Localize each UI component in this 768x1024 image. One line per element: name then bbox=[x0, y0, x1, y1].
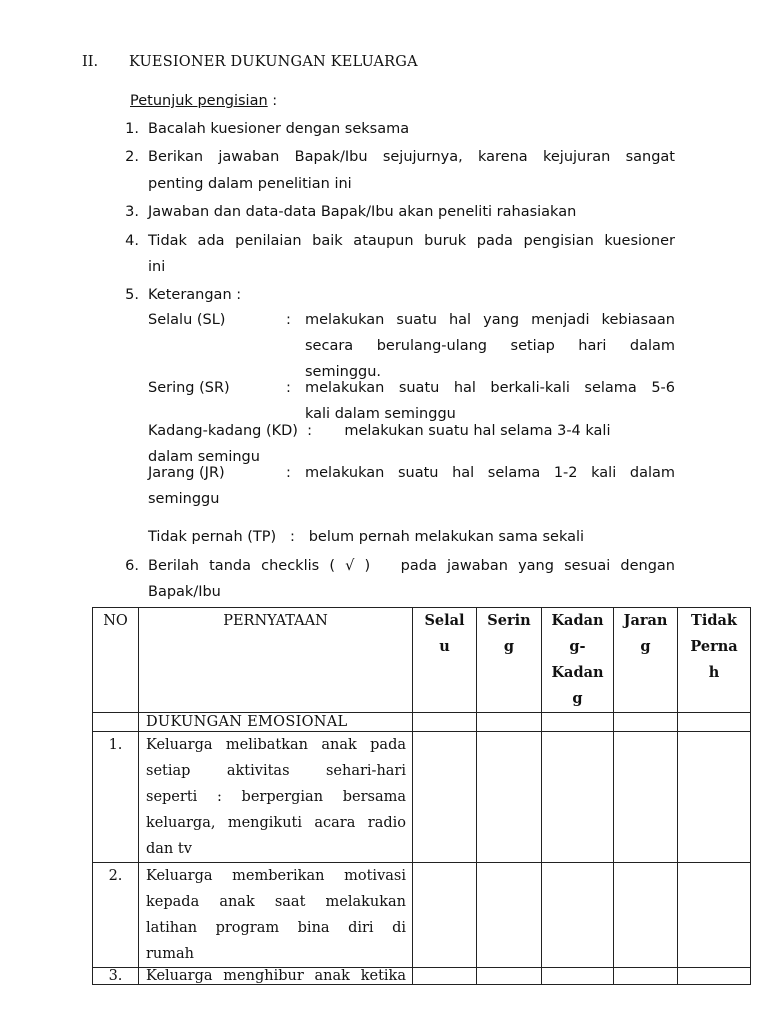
answer-cell-tidak-pernah[interactable] bbox=[678, 968, 751, 985]
col-header-sering: Serin g bbox=[477, 608, 542, 713]
table-row bbox=[93, 968, 751, 985]
answer-cell-kadang[interactable] bbox=[542, 732, 614, 863]
answer-cell-selalu[interactable] bbox=[413, 863, 477, 968]
table-row bbox=[93, 863, 751, 968]
section-title: DUKUNGAN EMOSIONAL bbox=[139, 713, 413, 732]
item-number: 3. bbox=[125, 204, 139, 220]
legend-desc-sering-line2: kali dalam seminggu bbox=[305, 406, 456, 422]
legend-desc-selalu-line3: seminggu. bbox=[305, 364, 382, 380]
instructions-colon: : bbox=[272, 93, 278, 109]
col-header-tidak-pernah: Tidak Perna h bbox=[678, 608, 751, 713]
answer-cell-kadang[interactable] bbox=[542, 863, 614, 968]
instruction-item-3: Jawaban dan data-data Bapak/Ibu akan peneliti rahasiakan bbox=[148, 204, 577, 220]
instruction-item-4-line2: ini bbox=[148, 259, 166, 275]
instructions-label-row bbox=[130, 93, 277, 109]
answer-cell-sering[interactable] bbox=[477, 863, 542, 968]
answer-cell-tidak-pernah[interactable] bbox=[678, 732, 751, 863]
instruction-item-6-line1: Berilah tanda checklis ( √ ) pada jawaban yang sesuai dengan bbox=[148, 558, 675, 574]
col-header-no: NO bbox=[93, 608, 139, 713]
col-header-kadang: Kadan g- Kadan g bbox=[542, 608, 614, 713]
item-number: 5. bbox=[125, 287, 139, 303]
instruction-item-2-line1: Berikan jawaban Bapak/Ibu sejujurnya, karena kejujuran sangat bbox=[148, 149, 675, 165]
answer-cell-kadang[interactable] bbox=[542, 968, 614, 985]
legend-colon: : bbox=[286, 312, 291, 328]
answer-cell-selalu[interactable] bbox=[413, 968, 477, 985]
legend-tidak-pernah: Tidak pernah (TP) : belum pernah melakukan sama sekali bbox=[148, 529, 585, 545]
legend-term-sering: Sering (SR) bbox=[148, 380, 230, 396]
answer-cell-jarang[interactable] bbox=[614, 863, 678, 968]
statement-cell: Keluarga menghibur anak ketika bbox=[139, 968, 413, 985]
answer-cell-sering[interactable] bbox=[477, 968, 542, 985]
legend-desc-selalu-line2: secara berulang-ulang setiap hari dalam bbox=[305, 338, 675, 354]
section-numeral: II. bbox=[82, 54, 99, 70]
legend-kadang-line2: dalam semingu bbox=[148, 449, 260, 465]
answer-cell-selalu[interactable] bbox=[413, 732, 477, 863]
legend-desc-jarang-line2: seminggu bbox=[148, 491, 220, 507]
answer-cell-jarang[interactable] bbox=[614, 968, 678, 985]
instruction-item-4-line1: Tidak ada penilaian baik ataupun buruk pada pengisian kuesioner bbox=[148, 233, 675, 249]
item-number: 1. bbox=[125, 121, 139, 137]
statement-cell: Keluarga memberikan motivasi kepada anak saat melakukan latihan program bina diri di rumah bbox=[139, 863, 413, 968]
statement-cell: Keluarga melibatkan anak pada setiap aktivitas sehari-hari seperti : berpergian bersama keluarga, mengikuti acara radio dan tv bbox=[139, 732, 413, 863]
answer-cell-jarang[interactable] bbox=[614, 732, 678, 863]
item-number: 2. bbox=[125, 149, 139, 165]
row-number: 2. bbox=[93, 863, 139, 968]
section-row bbox=[93, 713, 751, 732]
questionnaire-table bbox=[92, 607, 751, 985]
col-header-jarang: Jaran g bbox=[614, 608, 678, 713]
col-header-selalu: Selal u bbox=[413, 608, 477, 713]
row-number: 3. bbox=[93, 968, 139, 985]
row-number: 1. bbox=[93, 732, 139, 863]
instruction-item-2-line2: penting dalam penelitian ini bbox=[148, 176, 352, 192]
legend-desc-sering-line1: melakukan suatu hal berkali-kali selama 5-6 bbox=[305, 380, 675, 396]
table-row bbox=[93, 732, 751, 863]
legend-term-jarang: Jarang (JR) bbox=[148, 465, 225, 481]
instruction-item-5: Keterangan : bbox=[148, 287, 242, 303]
answer-cell-sering[interactable] bbox=[477, 732, 542, 863]
answer-cell-tidak-pernah[interactable] bbox=[678, 863, 751, 968]
item-number: 6. bbox=[125, 558, 139, 574]
instruction-item-1: Bacalah kuesioner dengan seksama bbox=[148, 121, 410, 137]
instructions-label: Petunjuk pengisian bbox=[130, 93, 268, 109]
legend-term-selalu: Selalu (SL) bbox=[148, 312, 226, 328]
legend-desc-selalu-line1: melakukan suatu hal yang menjadi kebiasaan bbox=[305, 312, 675, 328]
item-number: 4. bbox=[125, 233, 139, 249]
legend-colon: : bbox=[286, 465, 291, 481]
legend-colon: : bbox=[286, 380, 291, 396]
col-header-statement: PERNYATAAN bbox=[139, 608, 413, 713]
table-header-row bbox=[93, 608, 751, 713]
legend-kadang-line1: Kadang-kadang (KD) : melakukan suatu hal selama 3-4 kali bbox=[148, 423, 611, 439]
page-title: KUESIONER DUKUNGAN KELUARGA bbox=[129, 54, 418, 70]
legend-desc-jarang-line1: melakukan suatu hal selama 1-2 kali dalam bbox=[305, 465, 675, 481]
instruction-item-6-line2: Bapak/Ibu bbox=[148, 584, 221, 600]
